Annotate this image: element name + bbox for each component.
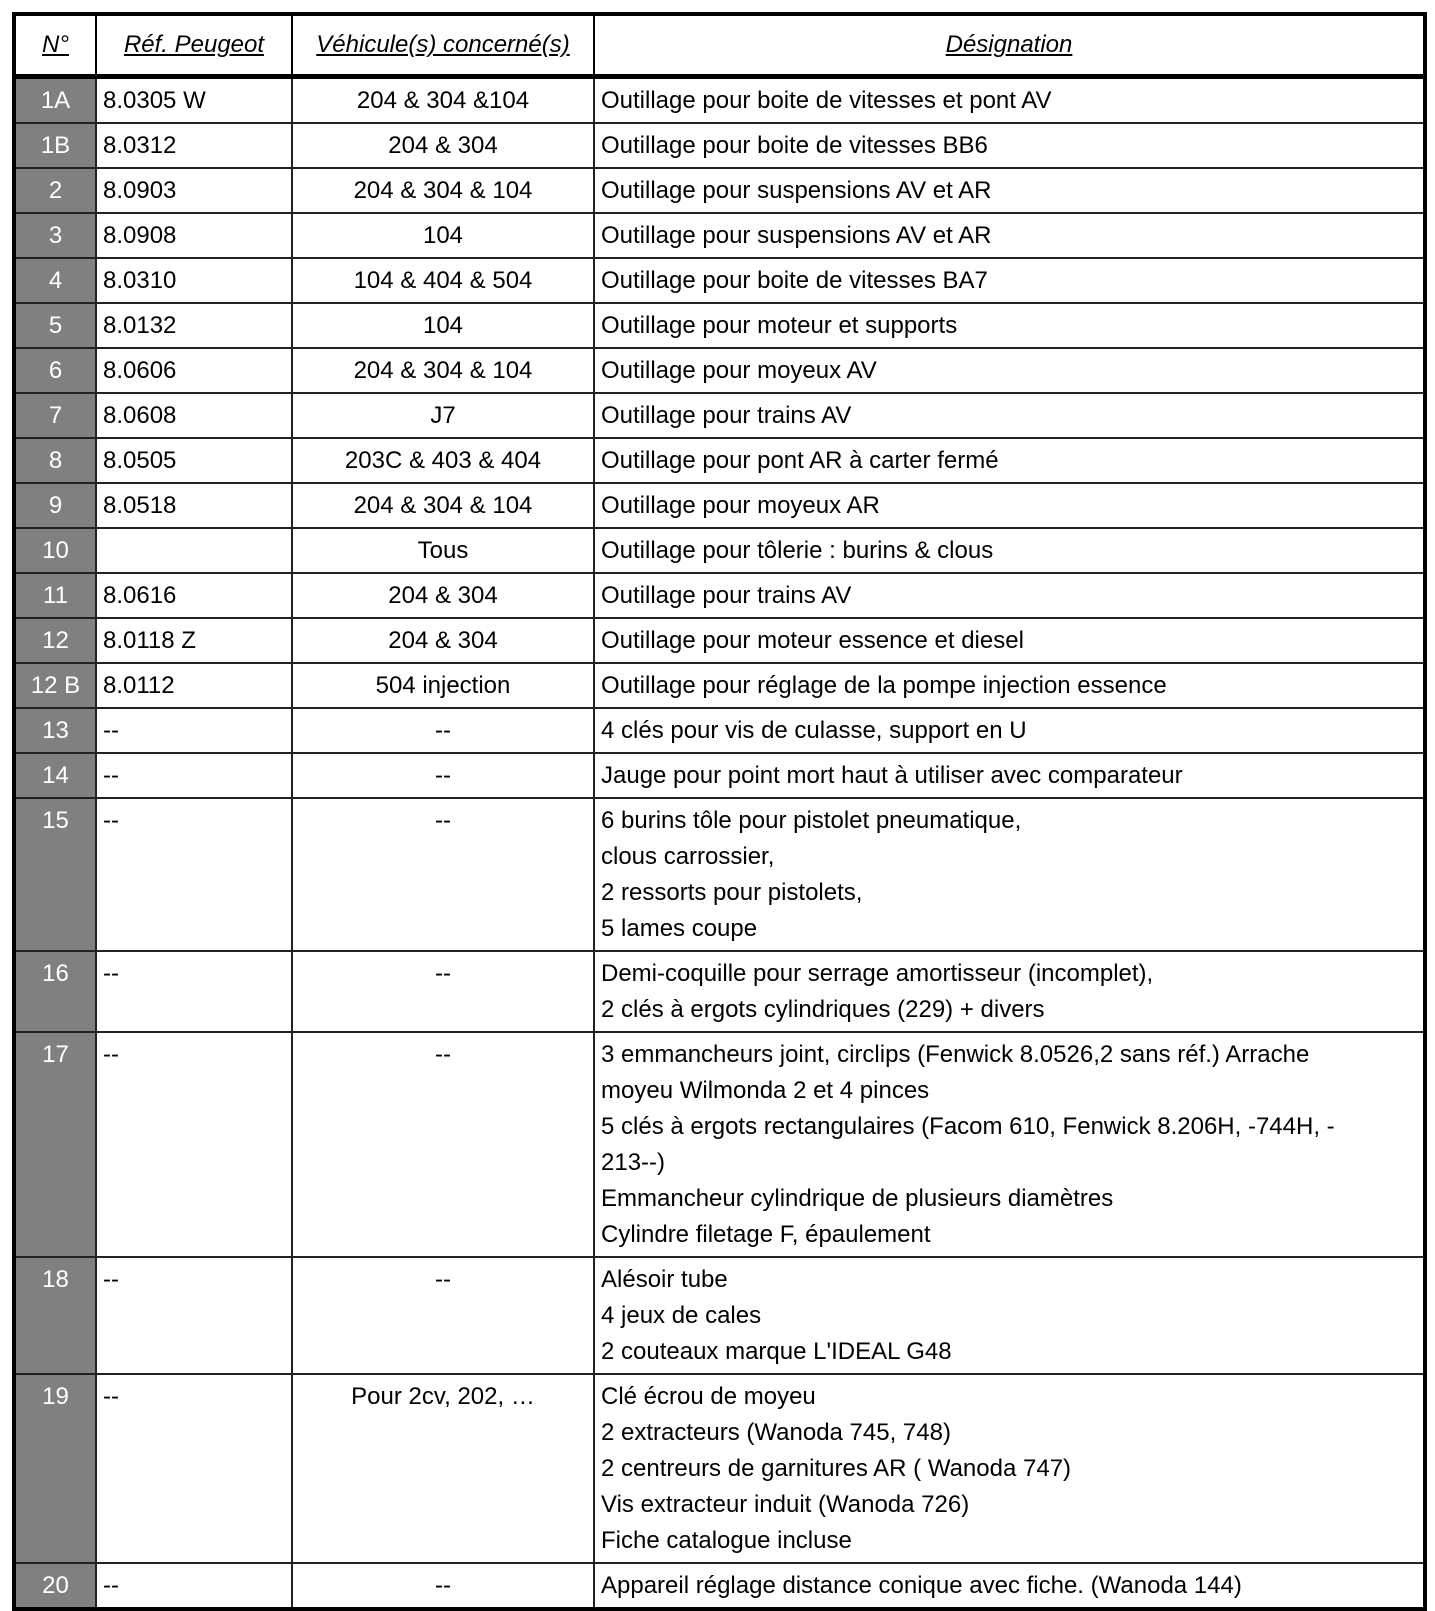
row-number: 3 (14, 213, 96, 258)
table-row (14, 348, 1425, 393)
table-row (14, 753, 1425, 798)
header-row (14, 14, 1425, 77)
designation-line: Fiche catalogue incluse (601, 1527, 852, 1554)
peugeot-reference: -- (96, 1374, 292, 1563)
vehicles-concerned: 104 (292, 303, 594, 348)
designation (594, 1374, 1425, 1563)
table-row (14, 168, 1425, 213)
peugeot-reference: 8.0903 (96, 168, 292, 213)
peugeot-reference: 8.0518 (96, 483, 292, 528)
table-row (14, 258, 1425, 303)
row-number: 12 B (14, 663, 96, 708)
vehicles-concerned: 204 & 304 (292, 573, 594, 618)
peugeot-reference: 8.0118 Z (96, 618, 292, 663)
vehicles-concerned: Tous (292, 528, 594, 573)
designation (594, 1563, 1425, 1609)
row-number: 12 (14, 618, 96, 663)
row-number: 4 (14, 258, 96, 303)
table-row (14, 77, 1425, 124)
designation-line: 2 ressorts pour pistolets, (601, 879, 863, 906)
designation-line: Emmancheur cylindrique de plusieurs diamètres (601, 1185, 1114, 1212)
designation (594, 483, 1425, 528)
designation-line: Outillage pour pont AR à carter fermé (601, 447, 999, 474)
designation (594, 348, 1425, 393)
designation-line: Outillage pour trains AV (601, 402, 852, 429)
designation (594, 618, 1425, 663)
peugeot-reference (96, 528, 292, 573)
vehicles-concerned: 104 & 404 & 504 (292, 258, 594, 303)
table-row (14, 483, 1425, 528)
vehicles-concerned: -- (292, 1257, 594, 1374)
table-row (14, 393, 1425, 438)
designation-line: 2 clés à ergots cylindriques (229) + divers (601, 996, 1045, 1023)
row-number: 7 (14, 393, 96, 438)
designation-line: Appareil réglage distance conique avec fiche. (Wanoda 144) (601, 1572, 1242, 1599)
designation-line: 2 extracteurs (Wanoda 745, 748) (601, 1419, 951, 1446)
designation-line: Outillage pour suspensions AV et AR (601, 177, 992, 204)
row-number: 11 (14, 573, 96, 618)
peugeot-reference: 8.0305 W (96, 77, 292, 124)
designation (594, 393, 1425, 438)
peugeot-reference: 8.0312 (96, 123, 292, 168)
designation-line: Outillage pour moyeux AR (601, 492, 880, 519)
vehicles-concerned: 204 & 304 & 104 (292, 483, 594, 528)
vehicles-concerned: 204 & 304 (292, 123, 594, 168)
row-number: 8 (14, 438, 96, 483)
row-number: 13 (14, 708, 96, 753)
designation-line: Outillage pour moteur et supports (601, 312, 958, 339)
designation (594, 951, 1425, 1032)
vehicles-concerned: 204 & 304 & 104 (292, 168, 594, 213)
designation (594, 438, 1425, 483)
designation (594, 528, 1425, 573)
designation-line: Vis extracteur induit (Wanoda 726) (601, 1491, 970, 1518)
designation (594, 1032, 1425, 1257)
peugeot-reference: 8.0132 (96, 303, 292, 348)
designation (594, 663, 1425, 708)
table-row (14, 1374, 1425, 1563)
designation-line: 6 burins tôle pour pistolet pneumatique, (601, 807, 1022, 834)
table-row (14, 1257, 1425, 1374)
table-row (14, 1563, 1425, 1609)
designation-line: Outillage pour moteur essence et diesel (601, 627, 1024, 654)
designation-line: clous carrossier, (601, 843, 775, 870)
table-row (14, 798, 1425, 951)
peugeot-reference: 8.0616 (96, 573, 292, 618)
vehicles-concerned: -- (292, 753, 594, 798)
designation (594, 213, 1425, 258)
row-number: 18 (14, 1257, 96, 1374)
row-number: 19 (14, 1374, 96, 1563)
table-row (14, 951, 1425, 1032)
tools-table (12, 12, 1427, 1611)
table-row (14, 123, 1425, 168)
row-number: 16 (14, 951, 96, 1032)
designation-line: Outillage pour réglage de la pompe injection essence (601, 672, 1167, 699)
peugeot-reference: -- (96, 1257, 292, 1374)
table-row (14, 213, 1425, 258)
vehicles-concerned: -- (292, 708, 594, 753)
row-number: 15 (14, 798, 96, 951)
vehicles-concerned: -- (292, 1032, 594, 1257)
designation-line: Clé écrou de moyeu (601, 1383, 816, 1410)
table-row (14, 438, 1425, 483)
designation-line: Outillage pour boite de vitesses BA7 (601, 267, 988, 294)
peugeot-reference: 8.0908 (96, 213, 292, 258)
row-number: 2 (14, 168, 96, 213)
peugeot-reference: -- (96, 753, 292, 798)
row-number: 1A (14, 77, 96, 124)
designation (594, 168, 1425, 213)
designation-line: 4 jeux de cales (601, 1302, 762, 1329)
vehicles-concerned: -- (292, 1563, 594, 1609)
designation-line: Outillage pour boite de vitesses BB6 (601, 132, 988, 159)
table-row (14, 528, 1425, 573)
peugeot-reference: 8.0505 (96, 438, 292, 483)
vehicles-concerned: 203C & 403 & 404 (292, 438, 594, 483)
designation-line: Jauge pour point mort haut à utiliser avec comparateur (601, 762, 1183, 789)
table-row (14, 303, 1425, 348)
designation-line: 3 emmancheurs joint, circlips (Fenwick 8.0526,2 sans réf.) Arrache (601, 1041, 1310, 1068)
vehicles-concerned: -- (292, 798, 594, 951)
row-number: 6 (14, 348, 96, 393)
designation (594, 798, 1425, 951)
designation-line: Outillage pour trains AV (601, 582, 852, 609)
table-row (14, 573, 1425, 618)
designation-line: Cylindre filetage F, épaulement (601, 1221, 931, 1248)
designation-line: Outillage pour boite de vitesses et pont AV (601, 87, 1052, 114)
designation (594, 258, 1425, 303)
header-designation: Désignation (594, 14, 1425, 77)
row-number: 1B (14, 123, 96, 168)
designation-line: Outillage pour suspensions AV et AR (601, 222, 992, 249)
vehicles-concerned: -- (292, 951, 594, 1032)
peugeot-reference: -- (96, 798, 292, 951)
table-row (14, 708, 1425, 753)
peugeot-reference: -- (96, 1563, 292, 1609)
row-number: 14 (14, 753, 96, 798)
designation (594, 123, 1425, 168)
header-num: N° (14, 14, 96, 77)
table-body (14, 77, 1425, 1610)
peugeot-reference: 8.0112 (96, 663, 292, 708)
designation-line: 5 lames coupe (601, 915, 758, 942)
vehicles-concerned: 104 (292, 213, 594, 258)
vehicles-concerned: 204 & 304 &104 (292, 77, 594, 124)
row-number: 10 (14, 528, 96, 573)
designation-line: 4 clés pour vis de culasse, support en U (601, 717, 1027, 744)
designation-line: 213--) (601, 1149, 666, 1176)
designation-line: 5 clés à ergots rectangulaires (Facom 610, Fenwick 8.206H, -744H, - (601, 1113, 1335, 1140)
designation (594, 77, 1425, 124)
peugeot-reference: -- (96, 1032, 292, 1257)
designation (594, 753, 1425, 798)
designation (594, 1257, 1425, 1374)
peugeot-reference: 8.0310 (96, 258, 292, 303)
designation (594, 303, 1425, 348)
peugeot-reference: 8.0608 (96, 393, 292, 438)
row-number: 9 (14, 483, 96, 528)
row-number: 20 (14, 1563, 96, 1609)
vehicles-concerned: 204 & 304 (292, 618, 594, 663)
designation-line: 2 centreurs de garnitures AR ( Wanoda 747) (601, 1455, 1072, 1482)
header-vehicles: Véhicule(s) concerné(s) (292, 14, 594, 77)
designation-line: Demi-coquille pour serrage amortisseur (incomplet), (601, 960, 1154, 987)
peugeot-reference: -- (96, 951, 292, 1032)
header-ref: Réf. Peugeot (96, 14, 292, 77)
row-number: 17 (14, 1032, 96, 1257)
table-row (14, 1032, 1425, 1257)
peugeot-reference: 8.0606 (96, 348, 292, 393)
vehicles-concerned: 504 injection (292, 663, 594, 708)
designation-line: Alésoir tube (601, 1266, 728, 1293)
designation (594, 573, 1425, 618)
designation-line: Outillage pour tôlerie : burins & clous (601, 537, 994, 564)
designation-line: 2 couteaux marque L'IDEAL G48 (601, 1338, 952, 1365)
designation-line: moyeu Wilmonda 2 et 4 pinces (601, 1077, 930, 1104)
designation (594, 708, 1425, 753)
vehicles-concerned: Pour 2cv, 202, … (292, 1374, 594, 1563)
peugeot-reference: -- (96, 708, 292, 753)
vehicles-concerned: J7 (292, 393, 594, 438)
table-row (14, 663, 1425, 708)
vehicles-concerned: 204 & 304 & 104 (292, 348, 594, 393)
table-row (14, 618, 1425, 663)
row-number: 5 (14, 303, 96, 348)
designation-line: Outillage pour moyeux AV (601, 357, 877, 384)
